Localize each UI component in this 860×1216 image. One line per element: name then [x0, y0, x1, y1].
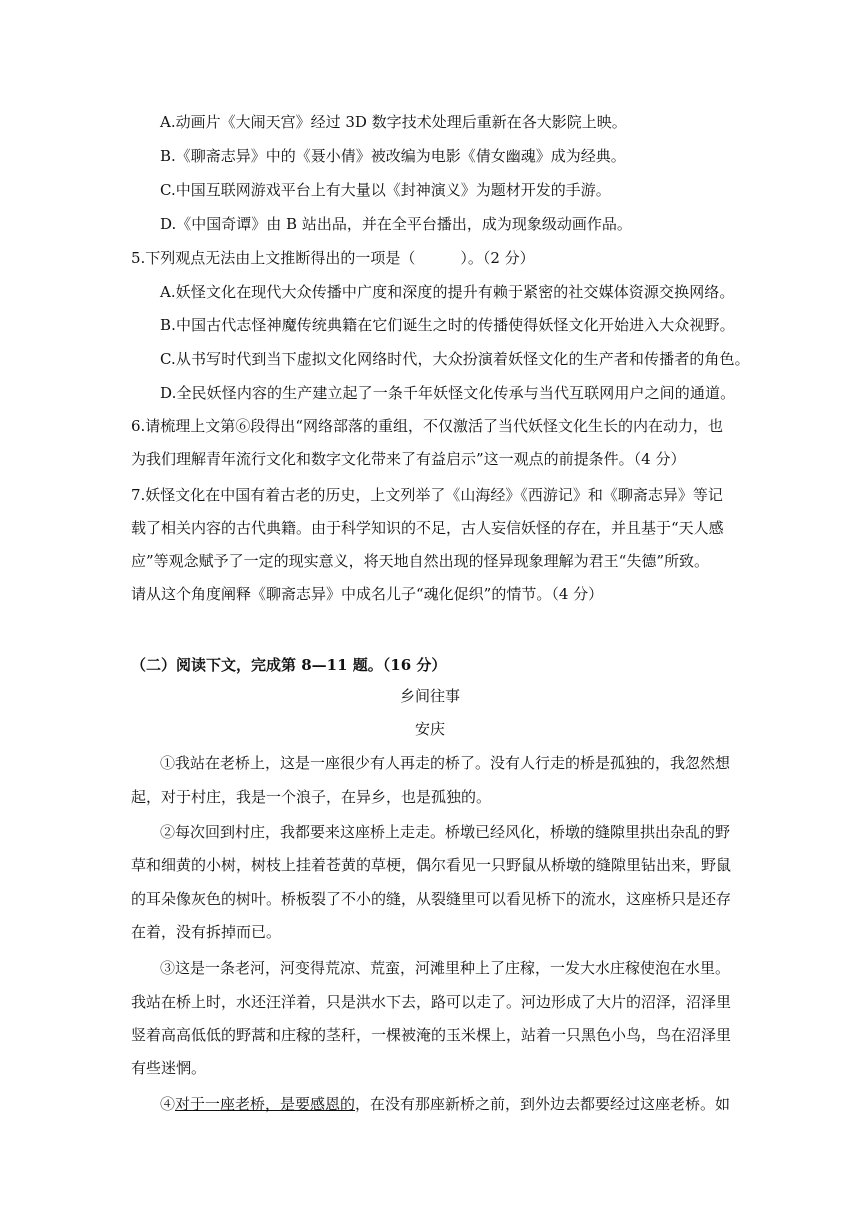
q4-option-b: B.《聊斋志异》中的《聂小倩》被改编为电影《倩女幽魂》成为经典。 — [160, 147, 626, 165]
q4-option-a: A.动画片《大闹天宫》经过 3D 数字技术处理后重新在各大影院上映。 — [160, 113, 627, 131]
article-title: 乡间往事 — [399, 687, 460, 705]
p4-line-1 — [160, 1094, 730, 1114]
p2-line-1: ②每次回到村庄，我都要来这座桥上走走。桥墩已经风化，桥墩的缝隙里拱出杂乱的野 — [160, 823, 731, 841]
p1-line-2: 起，对于村庄，我是一个浪子，在异乡，也是孤独的。 — [131, 788, 492, 806]
q5-option-d: D.全民妖怪内容的生产建立起了一条千年妖怪文化传承与当代互联网用户之间的通道。 — [160, 384, 736, 402]
q7-line-2: 载了相关内容的古代典籍。由于科学知识的不足，古人妄信妖怪的存在，并且基于“天人感 — [131, 519, 724, 537]
q4-option-d: D.《中国奇谭》由 B 站出品，并在全平台播出，成为现象级动画作品。 — [160, 215, 632, 233]
q5-stem: 5.下列观点无法由上文推断得出的一项是（ ）。（2 分） — [131, 249, 535, 267]
q5-option-b: B.中国古代志怪神魔传统典籍在它们诞生之时的传播使得妖怪文化开始进入大众视野。 — [160, 316, 735, 334]
q4-option-c: C.中国互联网游戏平台上有大量以《封神演义》为题材开发的手游。 — [160, 181, 611, 199]
p4-rest: ，在没有那座新桥之前，到外边去都要经过这座老桥。如 — [355, 1095, 731, 1113]
q7-line-3: 应”等观念赋予了一定的现实意义，将天地自然出现的怪异现象理解为君王“失德”所致。 — [131, 552, 710, 570]
p1-line-1: ①我站在老桥上，这是一座很少有人再走的桥了。没有人行走的桥是孤独的，我忽然想 — [160, 754, 731, 772]
q6-line-2: 为我们理解青年流行文化和数字文化带来了有益启示”这一观点的前提条件。（4 分） — [131, 450, 686, 468]
p2-line-2: 草和细黄的小树，树枝上挂着苍黄的草梗，偶尔看见一只野鼠从桥墩的缝隙里钻出来，野鼠 — [131, 856, 732, 874]
q5-option-c: C.从书写时代到当下虚拟文化网络时代，大众扮演着妖怪文化的生产者和传播者的角色。 — [160, 350, 750, 368]
p4-underlined-sentence: 对于一座老桥，是要感恩的 — [175, 1095, 356, 1113]
q7-line-1: 7.妖怪文化在中国有着古老的历史，上文列举了《山海经》《西游记》和《聊斋志异》等记 — [131, 486, 723, 504]
p3-line-3: 竖着高高低低的野蒿和庄稼的茎秆，一棵被淹的玉米棵上，站着一只黑色小鸟，鸟在沼泽里 — [131, 1026, 732, 1044]
p3-line-1: ③这是一条老河，河变得荒凉、荒蛮，河滩里种上了庄稼，一发大水庄稼使泡在水里。 — [160, 959, 731, 977]
p4-number: ④ — [160, 1095, 176, 1113]
article-author: 安庆 — [414, 720, 445, 738]
q7-line-4: 请从这个角度阐释《聊斋志异》中成名儿子“魂化促织”的情节。（4 分） — [131, 585, 604, 603]
p3-line-2: 我站在桥上时，水还汪洋着，只是洪水下去，路可以走了。河边形成了大片的沼泽，沼泽里 — [131, 993, 732, 1011]
q6-line-1: 6.请梳理上文第⑥段得出“网络部落的重组，不仅激活了当代妖怪文化生长的内在动力，也 — [131, 417, 723, 435]
p3-line-4: 有些迷惘。 — [131, 1059, 207, 1077]
section-heading: （二）阅读下文，完成第 8—11 题。（16 分） — [131, 656, 447, 674]
p2-line-4: 在着，没有拆掉而已。 — [131, 923, 282, 941]
q5-option-a: A.妖怪文化在现代大众传播中广度和深度的提升有赖于紧密的社交媒体资源交换网络。 — [160, 283, 735, 301]
p2-line-3: 的耳朵像灰色的树叶。桥板裂了不小的缝，从裂缝里可以看见桥下的流水，这座桥只是还存 — [131, 890, 732, 908]
